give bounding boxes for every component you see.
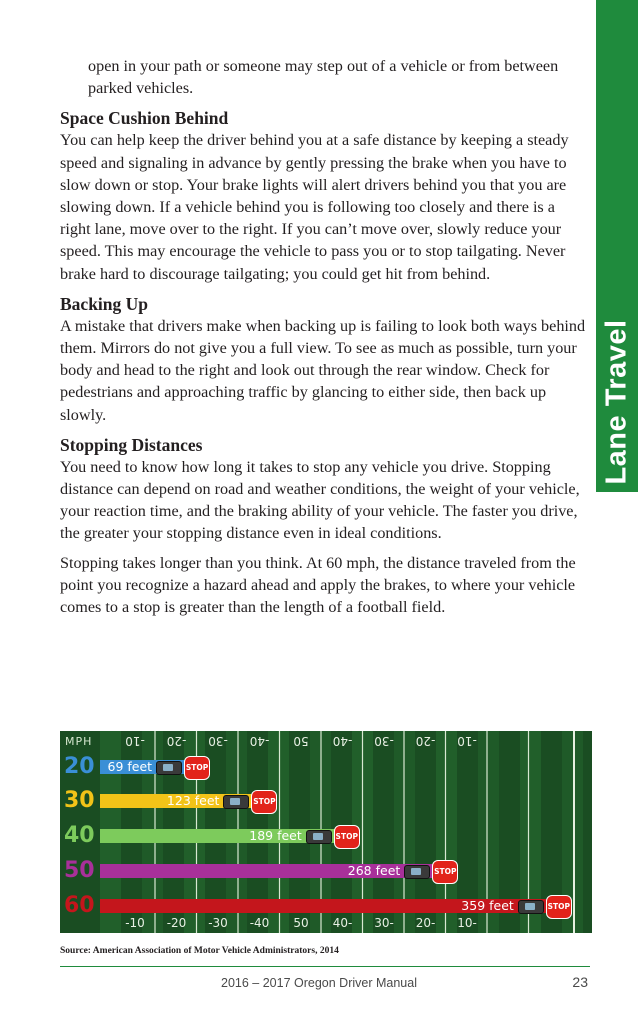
heading-stopping-distances: Stopping Distances bbox=[60, 434, 203, 455]
yard-label-top: -10 bbox=[457, 734, 477, 748]
yard-label-top: -40 bbox=[332, 734, 353, 748]
yard-label-top: 50 bbox=[293, 734, 309, 748]
footer-title: 2016 – 2017 Oregon Driver Manual bbox=[221, 976, 417, 990]
yard-label-top: -40 bbox=[249, 734, 270, 748]
yard-label-bottom: -40 bbox=[249, 916, 270, 930]
stopping-distance-chart bbox=[60, 731, 592, 933]
distance-label: 123 feet bbox=[166, 793, 220, 808]
paragraph-space-cushion: You can help keep the driver behind you at a safe distance by keeping a steady speed and signaling in advance by gently pressing the brake when you have to slow down or stop. Your brake lights will alert drivers behind you that you are slowing down. If a vehicle behind you is following too closely and there is a right lane, move over to the right. If you can’t move over, slowly reduce your speed. This may encourage the vehicle to pass you or to stop tailgating. Never brake hard to discourage tailgating; you could get hit from behind. bbox=[60, 131, 569, 283]
yard-label-top: -30 bbox=[374, 734, 394, 748]
car-icon bbox=[156, 761, 182, 775]
car-icon bbox=[223, 795, 249, 809]
yard-label-bottom: 20- bbox=[415, 916, 436, 930]
yard-label-bottom: -30 bbox=[208, 916, 228, 930]
main-content bbox=[60, 55, 588, 618]
intro-paragraph: open in your path or someone may step out of a vehicle or from between parked vehicles. bbox=[88, 57, 559, 98]
yard-label-bottom: 50 bbox=[293, 916, 309, 930]
distance-label: 69 feet bbox=[107, 759, 153, 774]
yard-label-bottom: -10 bbox=[125, 916, 145, 930]
heading-backing-up: Backing Up bbox=[60, 293, 149, 314]
stop-sign-icon: STOP bbox=[251, 790, 277, 814]
speed-label: 30 bbox=[64, 788, 95, 813]
chart-axis-label: MPH bbox=[65, 735, 93, 748]
yard-label-bottom: 10- bbox=[457, 916, 477, 930]
yard-label-bottom: -20 bbox=[166, 916, 187, 930]
page-number: 23 bbox=[572, 974, 588, 990]
section-tab-label: Lane Travel bbox=[600, 319, 633, 485]
speed-label: 40 bbox=[64, 823, 95, 848]
yard-label-bottom: 40- bbox=[332, 916, 353, 930]
heading-space-cushion-behind: Space Cushion Behind bbox=[60, 108, 229, 129]
stop-sign-icon: STOP bbox=[184, 756, 210, 780]
section-tab bbox=[596, 0, 638, 492]
stop-sign-icon: STOP bbox=[546, 895, 572, 919]
yard-label-top: -20 bbox=[415, 734, 436, 748]
chart-source: Source: American Association of Motor Vehicle Administrators, 2014 bbox=[60, 946, 339, 956]
yard-label-top: -10 bbox=[125, 734, 145, 748]
stop-sign-icon: STOP bbox=[334, 825, 360, 849]
paragraph-stopping-distances-1: You need to know how long it takes to stop any vehicle you drive. Stopping distance can depend on road and weather conditions, the weight of your vehicle, your reaction time, and the braking ability of your vehicle. The faster you drive, the greater your stopping distance even in ideal conditions. bbox=[60, 457, 580, 543]
stop-sign-icon: STOP bbox=[432, 860, 458, 884]
paragraph-backing-up: A mistake that drivers make when backing up is failing to look both ways behind them. Mirrors do not give you a full view. To see as much as possible, turn your body and head to the right and look out through the rear window. Check for pedestrians and approaching traffic by glancing to either side, then back up slowly. bbox=[60, 316, 586, 424]
yard-label-top: -20 bbox=[166, 734, 187, 748]
car-icon bbox=[518, 900, 544, 914]
speed-label: 20 bbox=[64, 754, 95, 779]
distance-label: 359 feet bbox=[461, 898, 514, 913]
distance-label: 189 feet bbox=[249, 828, 302, 843]
speed-label: 60 bbox=[64, 893, 95, 918]
distance-label: 268 feet bbox=[347, 863, 401, 878]
yard-label-bottom: 30- bbox=[374, 916, 394, 930]
car-icon bbox=[306, 830, 332, 844]
yard-label-top: -30 bbox=[208, 734, 228, 748]
car-icon bbox=[404, 865, 430, 879]
footer-divider bbox=[60, 966, 590, 967]
paragraph-stopping-distances-2: Stopping takes longer than you think. At 60 mph, the distance traveled from the point you recognize a hazard ahead and apply the brakes, to where your vehicle comes to a stop is greater than the length of a football field. bbox=[60, 553, 576, 617]
speed-label: 50 bbox=[64, 858, 95, 883]
